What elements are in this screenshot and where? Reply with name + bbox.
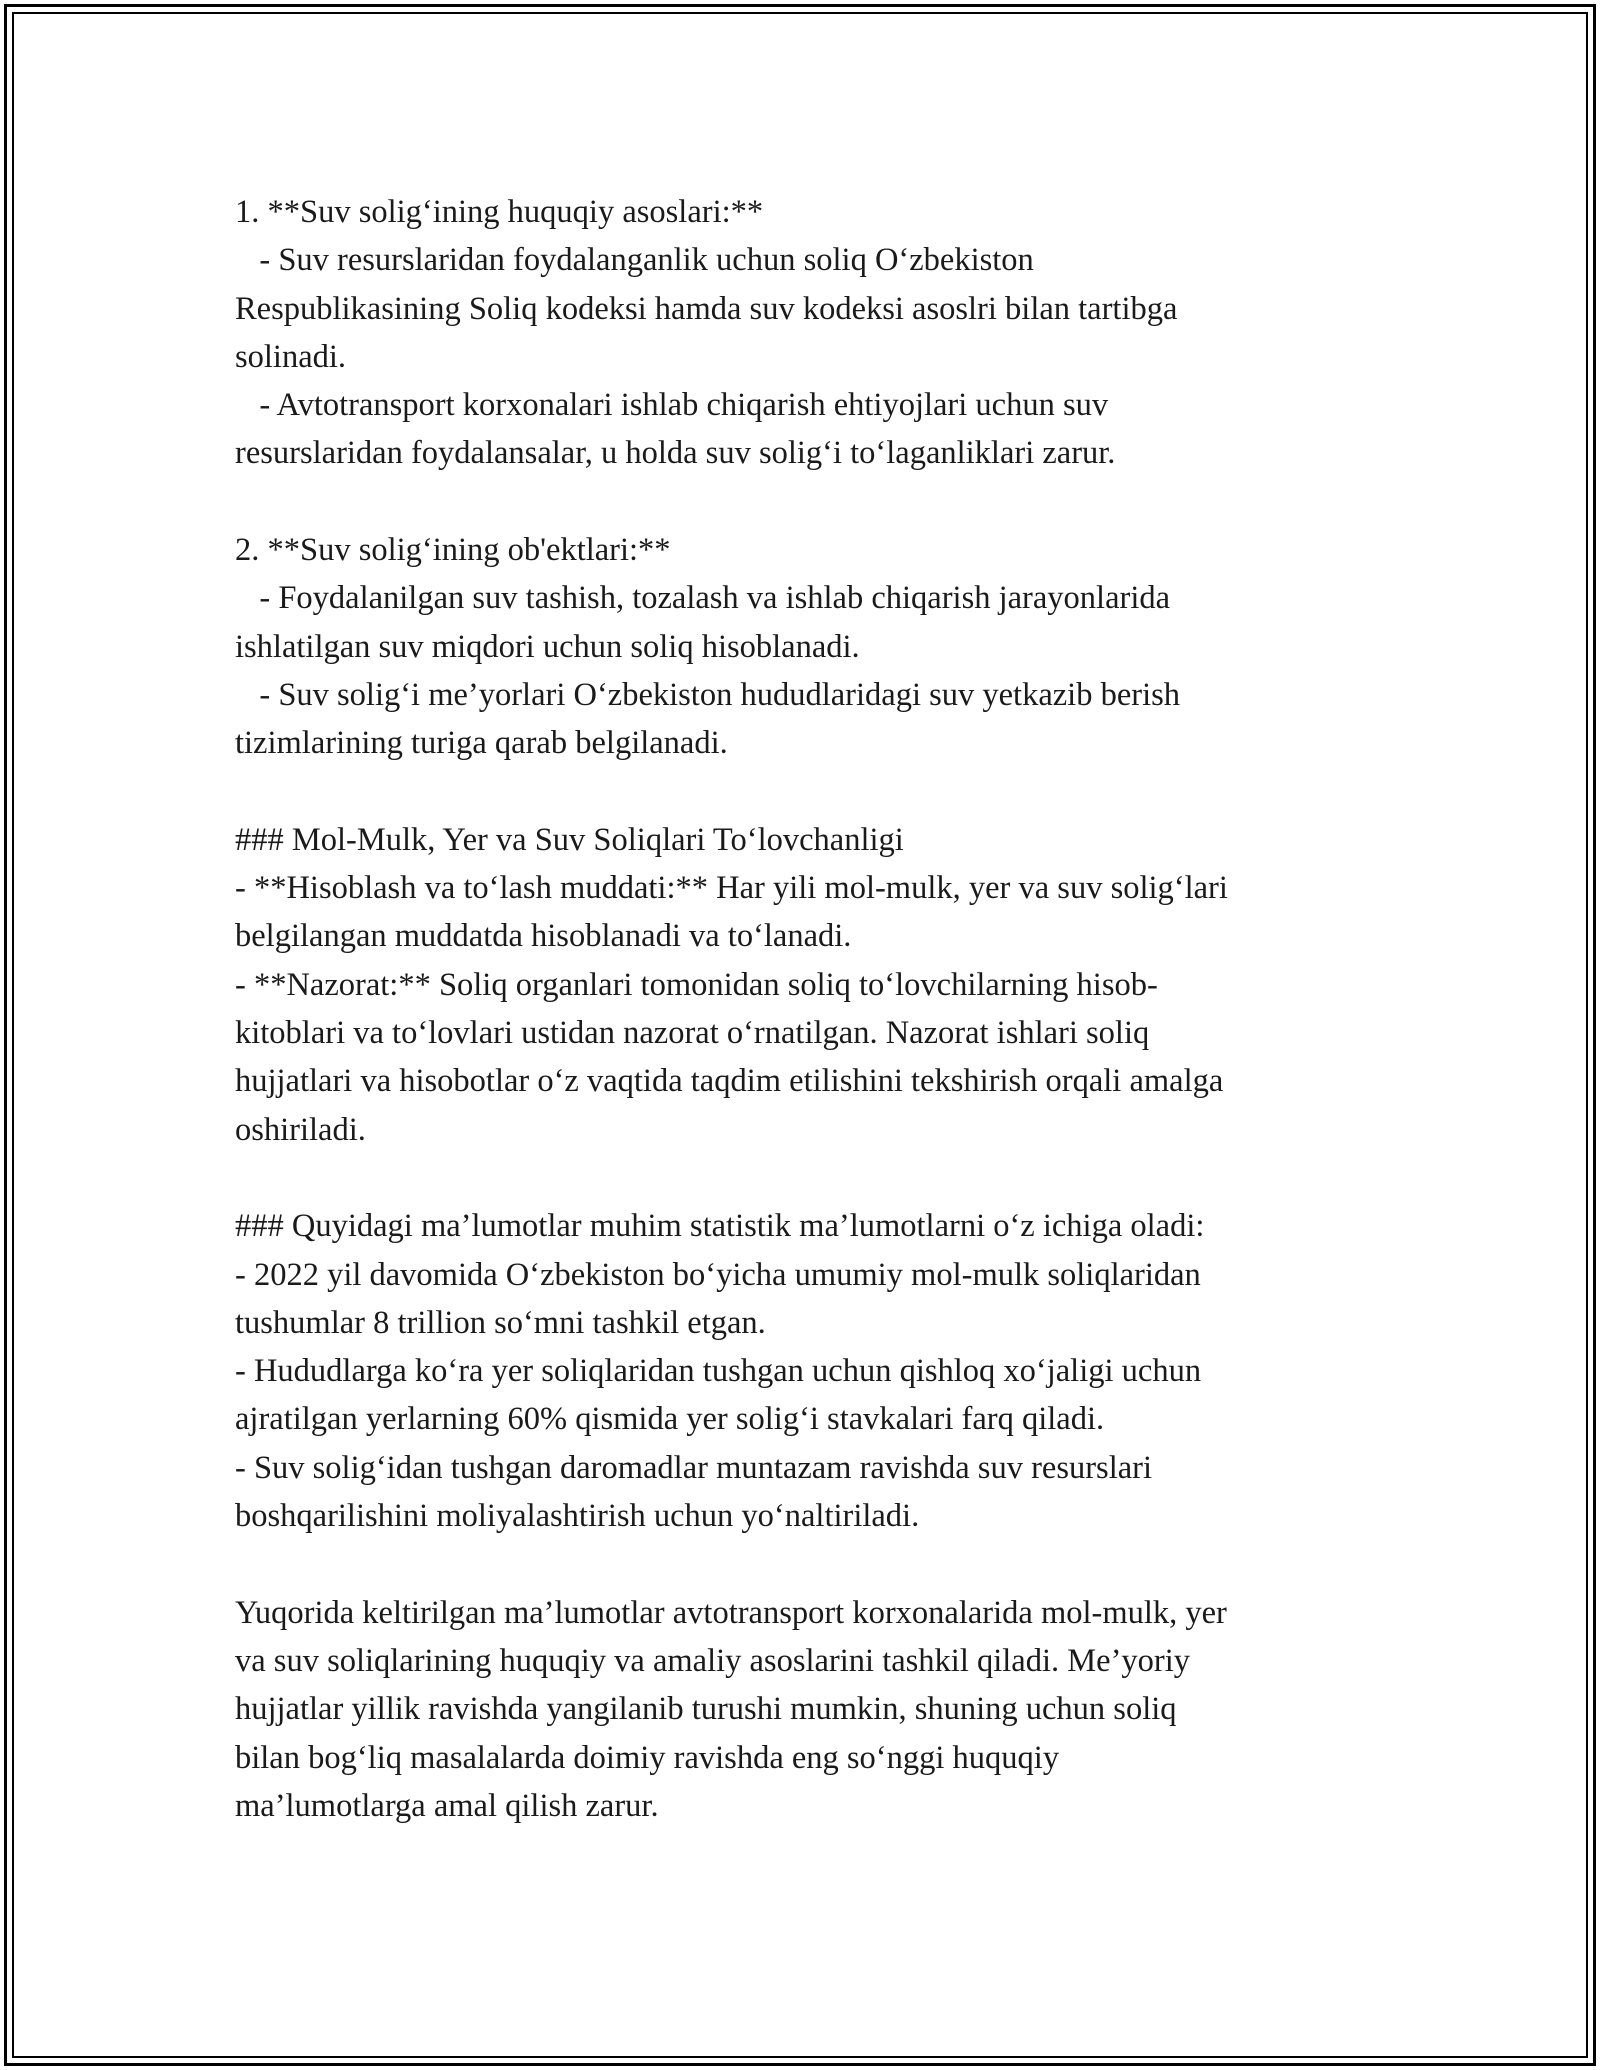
text-line: - Suv resurslaridan foydalanganlik uchun soliq O‘zbekiston (235, 242, 1034, 279)
section-water-tax-legal-basis (235, 188, 1375, 478)
text-line: - Hududlarga ko‘ra yer soliqlaridan tushgan uchun qishloq xo‘jaligi uchun (235, 1353, 1202, 1390)
section-tax-payment (235, 816, 1375, 1154)
text-line: - **Nazorat:** Soliq organlari tomonidan soliq to‘lovchilarning hisob- (235, 966, 1158, 1003)
text-line: - 2022 yil davomida O‘zbekiston bo‘yicha umumiy mol-mulk soliqlaridan (235, 1256, 1201, 1293)
paragraph-gap (235, 1154, 1375, 1202)
paragraph-gap (235, 1540, 1375, 1588)
text-line: bilan bog‘liq masalalarda doimiy ravishda eng so‘nggi huquqiy (235, 1739, 1060, 1776)
section-water-tax-objects (235, 526, 1375, 767)
text-line: ajratilgan yerlarning 60% qismida yer solig‘i stavkalari farq qiladi. (235, 1401, 1105, 1438)
text-line: Yuqorida keltirilgan ma’lumotlar avtotransport korxonalarida mol-mulk, yer (235, 1594, 1227, 1631)
text-line: belgilangan muddatda hisoblanadi va to‘lanadi. (235, 918, 852, 955)
text-line: - **Hisoblash va to‘lash muddati:** Har yili mol-mulk, yer va suv solig‘lari (235, 870, 1228, 907)
text-line: Respublikasining Soliq kodeksi hamda suv kodeksi asoslri bilan tartibga (235, 290, 1178, 327)
text-line: tizimlarining turiga qarab belgilanadi. (235, 725, 728, 762)
text-line: ishlatilgan suv miqdori uchun soliq hisoblanadi. (235, 628, 860, 665)
text-line: - Suv solig‘idan tushgan daromadlar muntazam ravishda suv resurslari (235, 1449, 1152, 1486)
text-line: tushumlar 8 trillion so‘mni tashkil etgan. (235, 1304, 766, 1341)
text-line: hujjatlar yillik ravishda yangilanib turushi mumkin, shuning uchun soliq (235, 1691, 1177, 1728)
section-conclusion (235, 1589, 1375, 1830)
text-line: ### Quyidagi ma’lumotlar muhim statistik ma’lumotlarni o‘z ichiga oladi: (235, 1208, 1205, 1245)
text-line: 2. **Suv solig‘ining ob'ektlari:** (235, 532, 671, 569)
text-line: - Suv solig‘i me’yorlari O‘zbekiston hududlaridagi suv yetkazib berish (235, 676, 1181, 713)
text-line: boshqarilishini moliyalashtirish uchun yo‘naltiriladi. (235, 1498, 920, 1535)
text-line: hujjatlari va hisobotlar o‘z vaqtida taqdim etilishini tekshirish orqali amalga (235, 1063, 1224, 1100)
text-line: solinadi. (235, 338, 347, 375)
text-line: - Avtotransport korxonalari ishlab chiqarish ehtiyojlari uchun suv (235, 387, 1109, 424)
text-line: - Foydalanilgan suv tashish, tozalash va ishlab chiqarish jarayonlarida (235, 580, 1171, 617)
text-line: va suv soliqlarining huquqiy va amaliy asoslarini tashkil qiladi. Me’yoriy (235, 1642, 1190, 1679)
text-line: ma’lumotlarga amal qilish zarur. (235, 1787, 659, 1824)
text-line: kitoblari va to‘lovlari ustidan nazorat o‘rnatilgan. Nazorat ishlari soliq (235, 1015, 1150, 1052)
paragraph-gap (235, 768, 1375, 816)
text-line: ### Mol-Mulk, Yer va Suv Soliqlari To‘lovchanligi (235, 821, 904, 858)
document-body (235, 188, 1375, 1830)
section-statistics (235, 1202, 1375, 1540)
text-line: 1. **Suv solig‘ining huquqiy asoslari:** (235, 194, 764, 230)
paragraph-gap (235, 478, 1375, 526)
text-line: resurslaridan foydalansalar, u holda suv solig‘i to‘laganliklari zarur. (235, 435, 1116, 472)
text-line: oshiriladi. (235, 1111, 366, 1148)
